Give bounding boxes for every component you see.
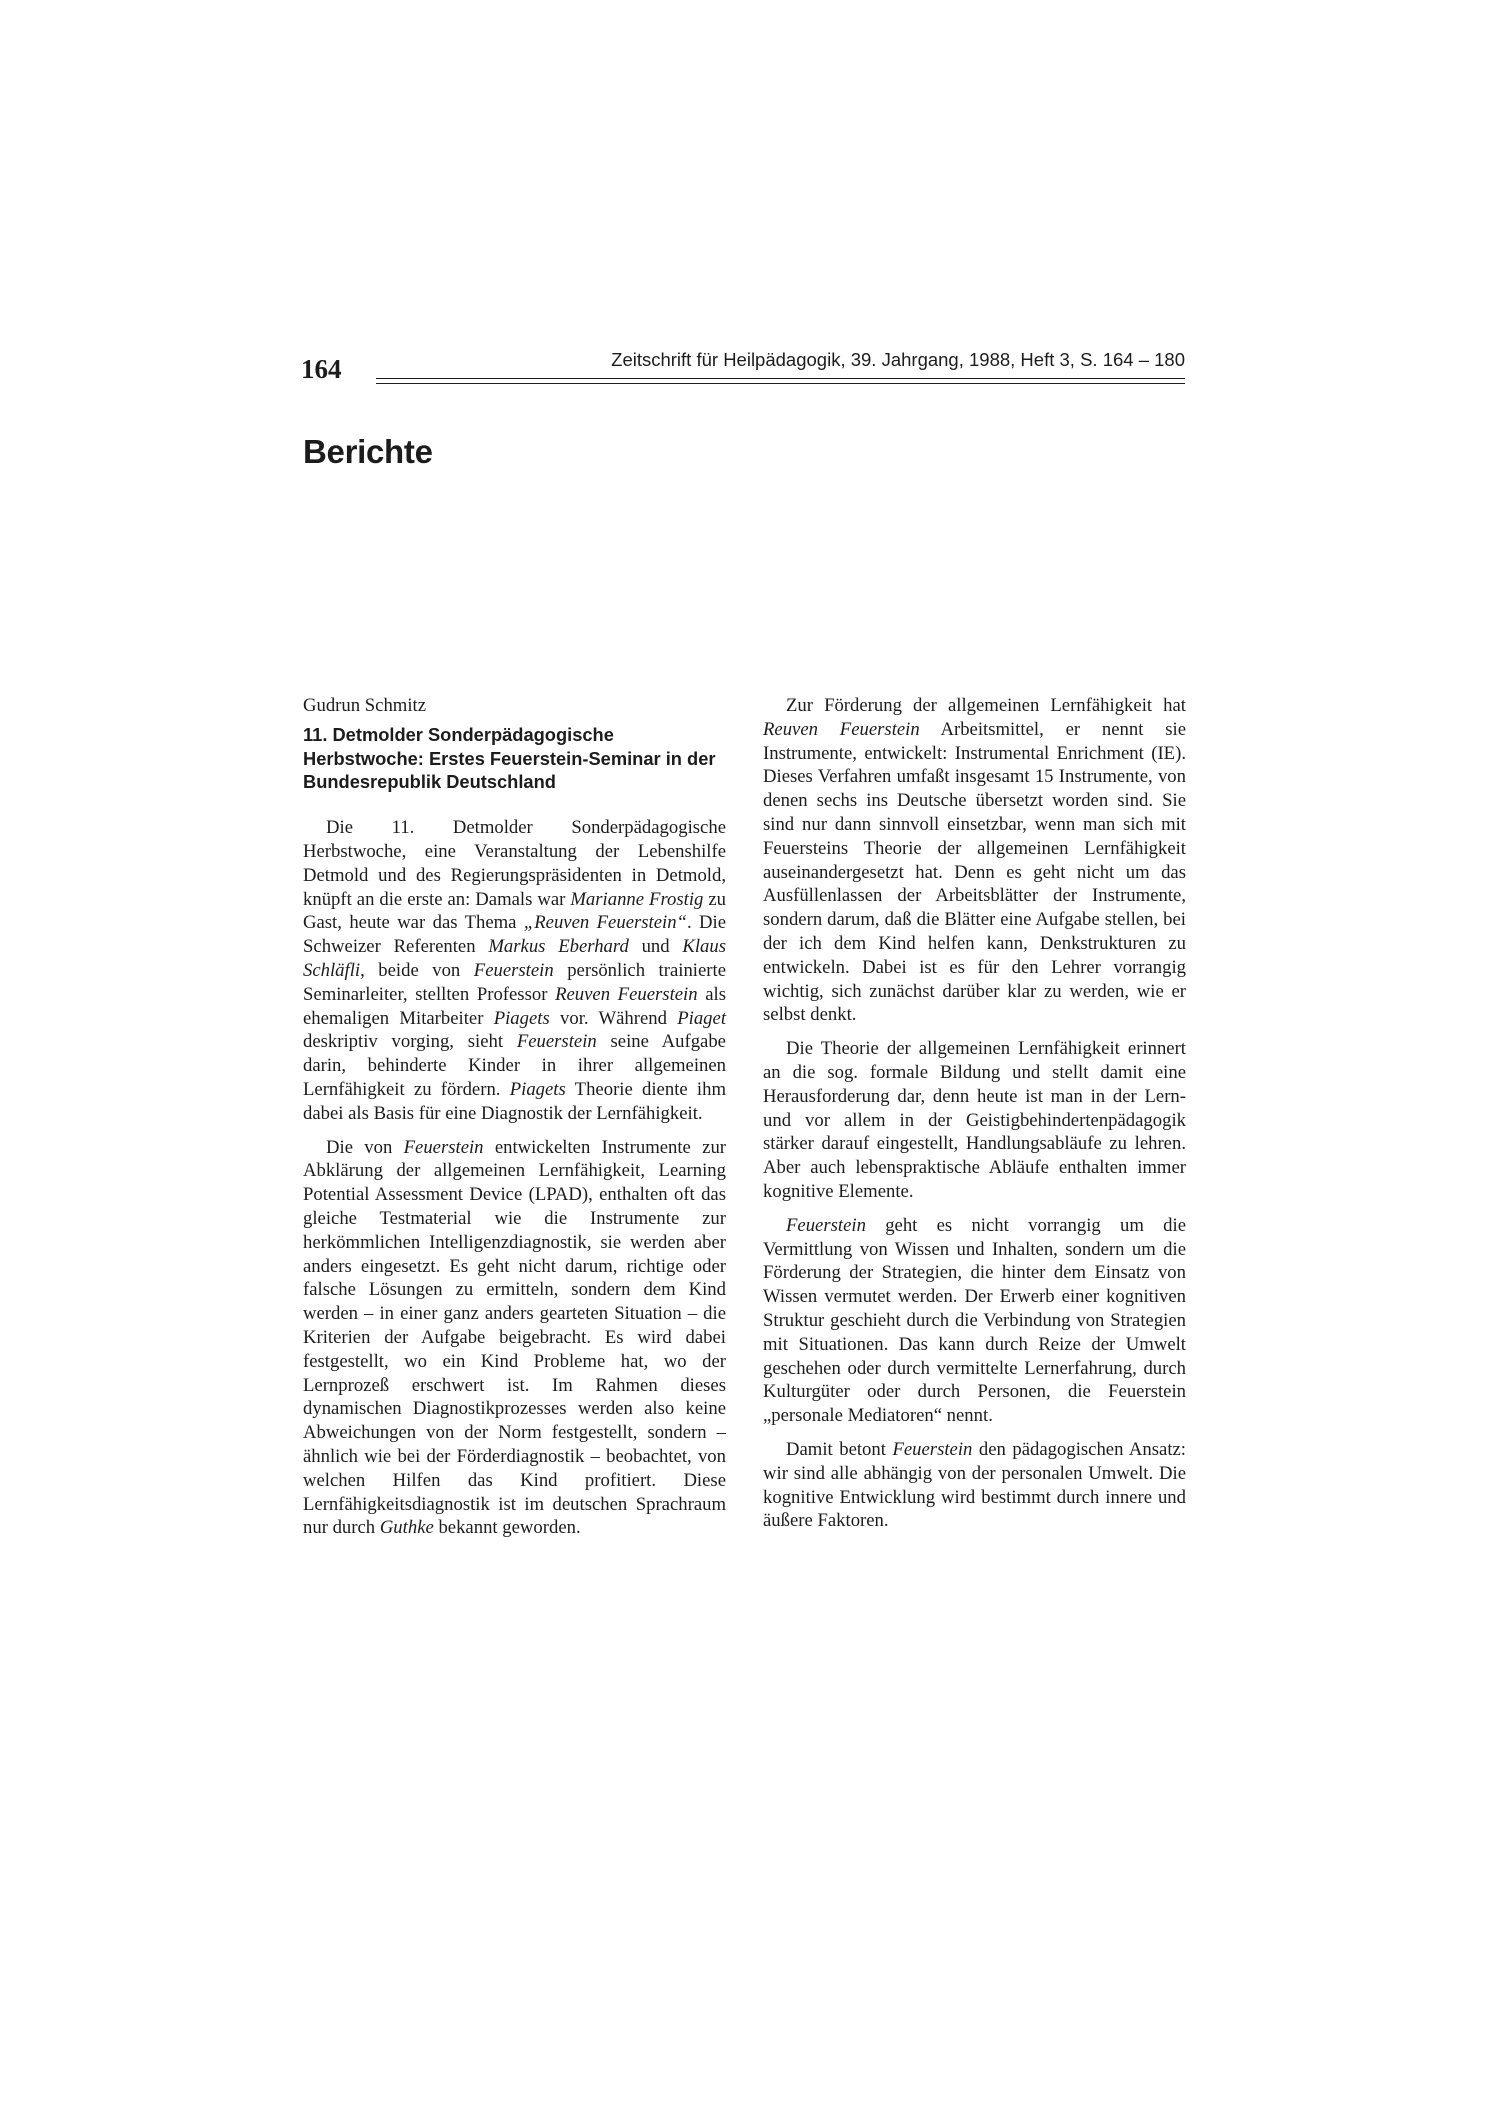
text-run: Die 11. Detmolder Sonderpädagogische Herbstwoche, eine Veranstaltung der Lebenshilfe Detmold und des Regierungspräsidenten in Detmold, knüpft an die erste an: Damals war [303,817,726,910]
text-run: , beide von [360,959,474,981]
italic-text-run: Piagets [509,1078,566,1100]
text-run: Zur Förderung der allgemeinen Lernfähigkeit hat [786,695,1186,716]
running-head: Zeitschrift für Heilpädagogik, 39. Jahrgang, 1988, Heft 3, S. 164 – 180 [611,349,1185,370]
text-run: persönlich trainierte Seminarleiter, stellten Professor [303,959,726,1005]
body-paragraph [763,1438,1186,1533]
article-author: Gudrun Schmitz [303,695,427,716]
italic-text-run: Feuerstein [516,1031,597,1053]
body-paragraph [763,694,1186,1027]
italic-text-run: Feuerstein [892,1438,973,1460]
body-paragraph [763,1214,1186,1428]
text-run: Die Theorie der allgemeinen Lernfähigkeit erinnert an die sog. formale Bildung und stellt damit eine Herausforderung dar, denn heute ist man in der Lern- und vor allem in der Geistigbehindertenpädagogik stärker darauf eingestellt, Handlungsabläufe zu lehren. Aber auch lebenspraktische Abläufe enthalten immer kognitive Elemente. [763,1038,1186,1202]
text-run: Theorie diente ihm dabei als Basis für eine Diagnostik der Lernfähigkeit. [303,1078,726,1124]
text-run: Die von [326,1136,404,1158]
right-column [763,694,1186,1533]
text-run: . Die Schweizer Referenten [303,912,727,958]
italic-text-run: Piaget [677,1007,727,1029]
text-run: als ehemaligen Mitarbeiter [303,983,727,1029]
header-rule-upper [376,378,1185,379]
text-run: seine Aufgabe darin, behinderte Kinder in ihrer allgemeinen Lernfähigkeit zu fördern. [303,1031,726,1100]
italic-text-run: Marianne Frostig [570,888,704,910]
text-run: Arbeitsmittel, er nennt sie Instrumente, entwickelt: Instrumental Enrichment (IE). Dieses Verfahren umfaßt insgesamt 15 Instrumente, von denen sechs ins Deutsche übersetzt worden sind. Sie sind nur dann sinnvoll einsetzbar, wenn man sich mit Feuersteins Theorie der allgemeinen Lernfähigkeit auseinandergesetzt hat. Denn es geht nicht um das Ausfüllenlassen der Arbeitsblätter der Instrumente, sondern darum, daß die Blätter eine Aufgabe stellen, bei der ich dem Kind helfen kann, Denkstrukturen zu entwickeln. Dabei ist es für den Lehrer vorrangig wichtig, sich zunächst darüber klar zu werden, wie er selbst denkt. [763,718,1187,1026]
italic-text-run: Markus Eberhard [488,936,629,958]
italic-text-run: Feuerstein [473,959,554,981]
text-run: vor. Während [549,1007,678,1029]
italic-text-run: Reuven Feuerstein [763,718,920,740]
section-title: Berichte [303,433,433,470]
left-column [303,694,726,1540]
text-run: entwickelten Instrumente zur Abklärung der allgemeinen Lernfähigkeit, Learning Potential Assessment Device (LPAD), enthalten oft das gleiche Testmaterial wie die Instrumente zur herkömmlichen Intelligenzdiagnostik, sie werden aber anders eingesetzt. Es geht nicht darum, richtige oder falsche Lösungen zu ermitteln, sondern dem Kind werden – in einer ganz anders gearteten Situation – die Kriterien der Aufgabe beigebracht. Es wird dabei festgestellt, wo ein Kind Probleme hat, wo der Lernprozeß erschwert ist. Im Rahmen dieses dynamischen Diagnostikprozesses werden also keine Abweichungen von der Norm festgestellt, sondern – ähnlich wie bei der Förderdiagnostik – beobachtet, von welchen Hilfen das Kind profitiert. Diese Lernfähigkeitsdiagnostik ist im deutschen Sprachraum nur durch [303,1136,727,1539]
article-title: 11. Detmolder Sonderpädagogische Herbstwoche: Erstes Feuerstein-Seminar in der Bundesrepublik Deutschland [303,723,716,793]
text-run: den pädagogischen Ansatz: wir sind alle abhängig von der personalen Umwelt. Die kognitive Entwicklung wird bestimmt durch innere und äußere Faktoren. [763,1438,1186,1532]
italic-text-run: „Reuven Feuerstein“ [523,912,687,934]
italic-text-run: Guthke [379,1517,434,1539]
body-paragraph [303,1136,726,1541]
text-run: Damit betont [786,1438,893,1460]
text-run: bekannt geworden. [433,1517,581,1539]
text-run: und [628,936,683,958]
italic-text-run: Reuven Feuerstein [555,983,698,1005]
text-run: zu Gast, heute war das Thema [303,888,726,934]
body-paragraph [763,1037,1186,1204]
italic-text-run: Klaus Schläfli [303,936,727,981]
text-run: deskriptiv vorging, sieht [303,1031,517,1053]
body-paragraph [303,816,726,1125]
page-number: 164 [301,354,342,384]
italic-text-run: Feuerstein [403,1136,484,1158]
italic-text-run: Feuerstein [786,1214,866,1236]
text-run: geht es nicht vorrangig um die Vermittlung von Wissen und Inhalten, sondern um die Förderung der Strategien, die hinter dem Einsatz von Wissen vermutet werden. Der Erwerb einer kognitiven Struktur geschieht durch die Verbindung von Strategien mit Situationen. Das kann durch Reize der Umwelt geschehen oder durch vermittelte Lernerfahrung, durch Kulturgüter oder durch Personen, die Feuerstein „personale Mediatoren“ nennt. [763,1214,1186,1427]
header-rule-lower [376,383,1185,384]
italic-text-run: Piagets [493,1007,550,1029]
